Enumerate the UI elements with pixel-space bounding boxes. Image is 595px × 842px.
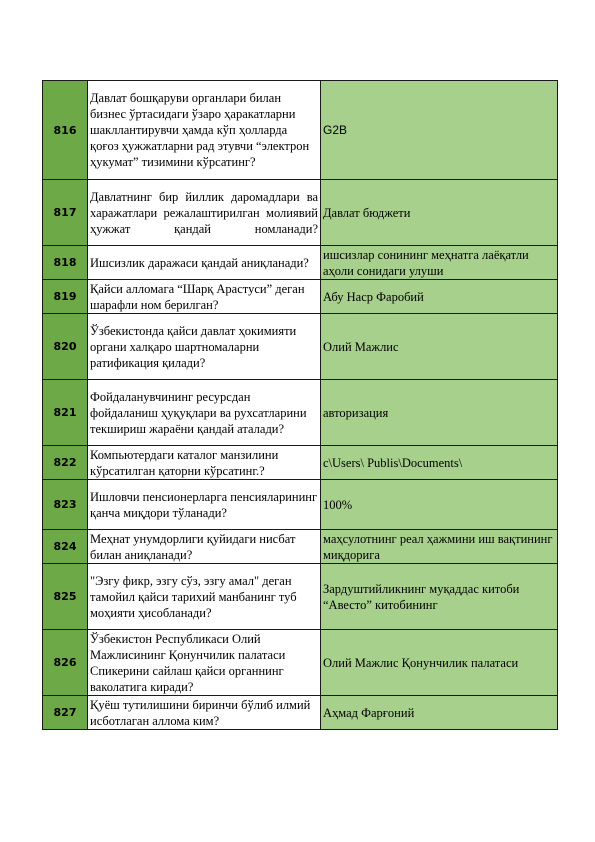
answer-cell: 100% <box>321 480 558 530</box>
row-number: 820 <box>43 314 88 380</box>
question-answer-table <box>42 80 558 730</box>
answer-cell: Олий Мажлис <box>321 314 558 380</box>
question-cell: Ўзбекистон Республикаси Олий Мажлисининг Қонунчилик палатаси Спикерини сайлаш қайси органнинг ваколатига киради? <box>88 630 321 696</box>
question-cell: Қайси алломага “Шарқ Арастуси” деган шарафли ном берилган? <box>88 280 321 314</box>
table-row <box>43 446 558 480</box>
question-cell: Меҳнат унумдорлиги қуйидаги нисбат билан аниқланади? <box>88 530 321 564</box>
row-number: 825 <box>43 564 88 630</box>
table-row <box>43 246 558 280</box>
answer-cell: Зардуштийликнинг муқаддас китоби “Авесто” китобининг <box>321 564 558 630</box>
table-row <box>43 630 558 696</box>
table-row <box>43 530 558 564</box>
table-row <box>43 480 558 530</box>
row-number: 827 <box>43 696 88 730</box>
answer-cell: ишсизлар сонининг меҳнатга лаёқатли аҳоли сонидаги улуши <box>321 246 558 280</box>
question-cell: Компьютердаги каталог манзилини кўрсатилган қаторни кўрсатинг.? <box>88 446 321 480</box>
table-row <box>43 280 558 314</box>
question-cell: Ишсизлик даражаси қандай аниқланади? <box>88 246 321 280</box>
question-cell: Ишловчи пенсионерларга пенсияларининг қанча миқдори тўланади? <box>88 480 321 530</box>
row-number: 821 <box>43 380 88 446</box>
answer-cell: авторизация <box>321 380 558 446</box>
table-row <box>43 314 558 380</box>
row-number: 817 <box>43 180 88 246</box>
answer-cell: Давлат бюджети <box>321 180 558 246</box>
table-row <box>43 81 558 180</box>
table-row <box>43 564 558 630</box>
answer-cell: Олий Мажлис Қонунчилик палатаси <box>321 630 558 696</box>
question-cell: Давлатнинг бир йиллик даромадлари ва харажатлари режалаштирилган молиявий ҳужжат қандай номланади? <box>88 180 321 246</box>
question-cell: Ўзбекистонда қайси давлат ҳокимияти органи халқаро шартномаларни ратификация қилади? <box>88 314 321 380</box>
answer-cell: маҳсулотнинг реал ҳажмини иш вақтининг миқдорига <box>321 530 558 564</box>
row-number: 818 <box>43 246 88 280</box>
answer-cell: G2B <box>321 81 558 180</box>
row-number: 819 <box>43 280 88 314</box>
question-cell: "Эзгу фикр, эзгу сўз, эзгу амал" деган тамойил қайси тарихий манбанинг туб моҳияти ҳисобланади? <box>88 564 321 630</box>
question-cell: Фойдаланувчининг ресурсдан фойдаланиш ҳуқуқлари ва рухсатларини текшириш жараёни қандай аталади? <box>88 380 321 446</box>
row-number: 816 <box>43 81 88 180</box>
row-number: 822 <box>43 446 88 480</box>
answer-cell: Аҳмад Фарғоний <box>321 696 558 730</box>
row-number: 823 <box>43 480 88 530</box>
row-number: 824 <box>43 530 88 564</box>
question-cell: Қуёш тутилишини биринчи бўлиб илмий исботлаган аллома ким? <box>88 696 321 730</box>
table-row <box>43 380 558 446</box>
answer-cell: c\Users\ Publis\Documents\ <box>321 446 558 480</box>
table-row <box>43 180 558 246</box>
answer-cell: Абу Наср Фаробий <box>321 280 558 314</box>
table-row <box>43 696 558 730</box>
question-cell: Давлат бошқаруви органлари билан бизнес ўртасидаги ўзаро ҳаракатларни шакллантирувчи ҳамда кўп ҳолларда қоғоз ҳужжатларни рад этувчи “электрон ҳукумат” тизимини кўрсатинг? <box>88 81 321 180</box>
row-number: 826 <box>43 630 88 696</box>
